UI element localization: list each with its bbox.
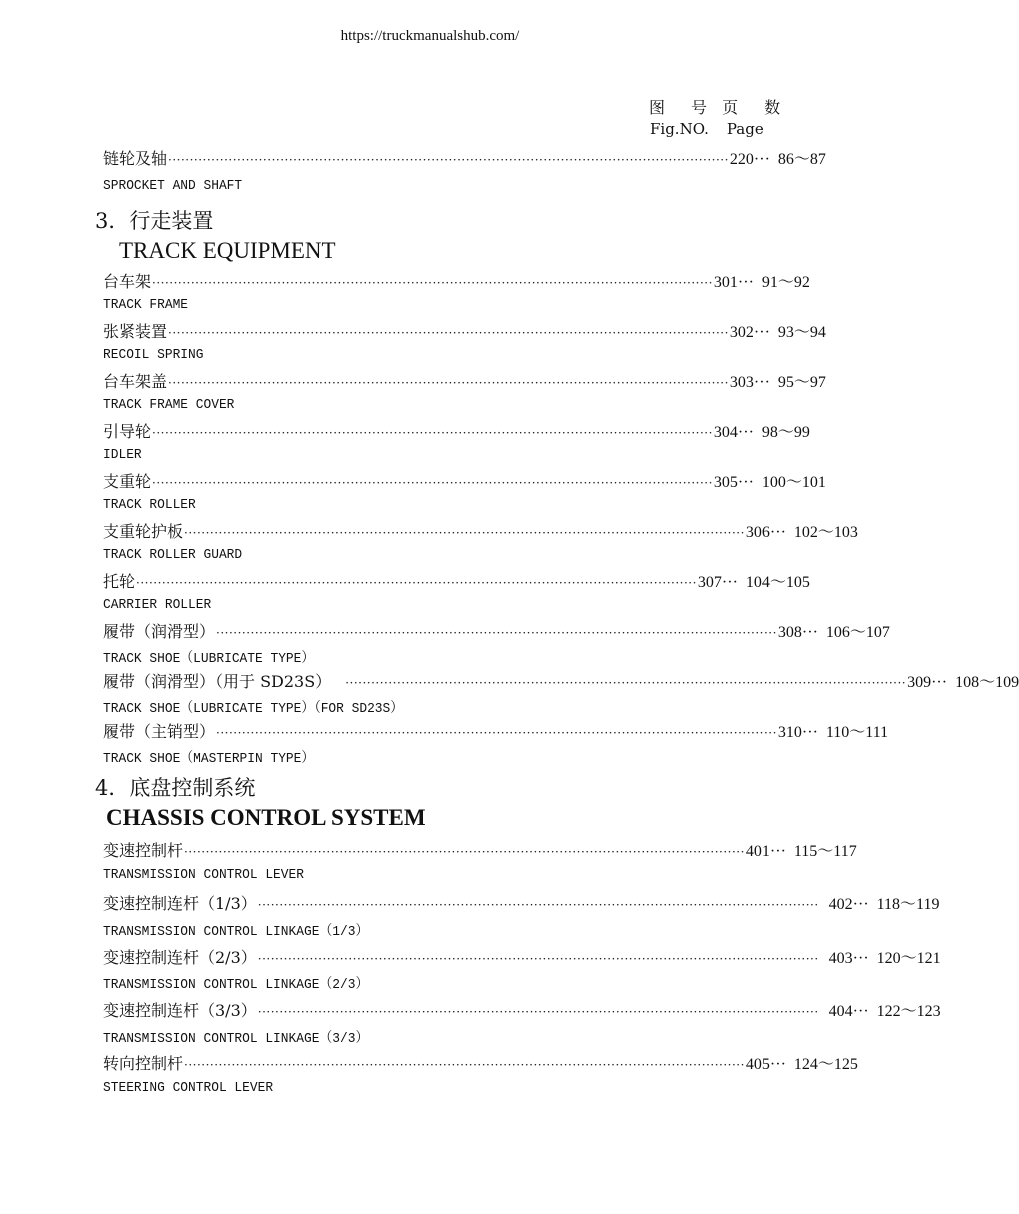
toc-entry[interactable] xyxy=(103,838,857,860)
entry-title-cn: 台车架盖 xyxy=(103,372,168,391)
entry-fig-no: 401··· xyxy=(745,843,786,860)
entry-pages: 110～111 xyxy=(825,724,889,741)
toc-entry[interactable] xyxy=(103,269,810,291)
entry-pages: 115～117 xyxy=(793,843,857,860)
leader-dots: ·································································································································· xyxy=(184,845,745,859)
entry-fig-no: 307··· xyxy=(697,574,738,591)
entry-title-cn: 履带（主销型） xyxy=(103,722,216,741)
column-header-en xyxy=(650,120,782,138)
entry-title-en: TRANSMISSION CONTROL LEVER xyxy=(103,867,304,883)
toc-entry[interactable] xyxy=(103,619,890,641)
entry-pages: 104～105 xyxy=(745,574,810,591)
entry-pages: 120～121 xyxy=(876,950,941,967)
entry-title-cn: 张紧装置 xyxy=(103,322,168,341)
entry-title-cn: 支重轮护板 xyxy=(103,522,184,541)
toc-entry[interactable] xyxy=(103,569,810,591)
entry-title-cn: 台车架 xyxy=(103,272,152,291)
entry-title-cn: 履带（润滑型）（用于 SD23S） xyxy=(103,672,332,691)
leader-dots: ·································································································································· xyxy=(257,1005,819,1019)
toc-entry[interactable] xyxy=(103,419,810,441)
toc-entry[interactable] xyxy=(103,146,826,168)
entry-fig-no: 310··· xyxy=(777,724,818,741)
entry-fig-no: 309··· xyxy=(907,674,948,691)
entry-title-cn: 支重轮 xyxy=(103,472,152,491)
entry-pages: 100～101 xyxy=(761,474,826,491)
entry-title-en: IDLER xyxy=(103,447,142,463)
entry-pages: 124～125 xyxy=(793,1056,858,1073)
entry-title-en: CARRIER ROLLER xyxy=(103,597,212,613)
entry-pages: 93～94 xyxy=(777,324,826,341)
entry-title-en: TRACK SHOE（MASTERPIN TYPE） xyxy=(103,751,315,767)
entry-title-cn: 托轮 xyxy=(103,572,136,591)
leader-dots: ·································································································································· xyxy=(168,153,729,167)
column-header-cn: 图 号 页 数 xyxy=(649,98,786,117)
entry-title-en: RECOIL SPRING xyxy=(103,347,204,363)
leader-dots: ·································································································································· xyxy=(184,1058,745,1072)
entry-title-en: TRACK FRAME xyxy=(103,297,189,313)
entry-title-en: TRACK FRAME COVER xyxy=(103,397,235,413)
entry-pages: 98～99 xyxy=(761,424,810,441)
leader-dots: ·································································································································· xyxy=(168,376,729,390)
entry-fig-no: 302··· xyxy=(729,324,770,341)
entry-title-en: TRANSMISSION CONTROL LINKAGE（1/3） xyxy=(103,924,369,940)
leader-dots: ·································································································································· xyxy=(152,426,713,440)
entry-fig-no: 304··· xyxy=(713,424,754,441)
toc-entry[interactable] xyxy=(103,669,1019,691)
toc-entry[interactable] xyxy=(103,945,941,967)
toc-entry[interactable] xyxy=(103,891,940,913)
entry-title-cn: 履带（润滑型） xyxy=(103,622,216,641)
leader-dots: ·································································································································· xyxy=(257,952,819,966)
section-title-cn: 3．行走装置 xyxy=(95,209,214,233)
toc-entry[interactable] xyxy=(103,469,826,491)
entry-title-cn: 变速控制连杆（2/3） xyxy=(103,948,257,967)
entry-pages: 108～109 xyxy=(955,674,1019,691)
entry-title-en: SPROCKET AND SHAFT xyxy=(103,178,243,194)
entry-title-en: TRACK ROLLER xyxy=(103,497,196,513)
entry-fig-no: 405··· xyxy=(745,1056,786,1073)
entry-fig-no: 303··· xyxy=(729,374,770,391)
entry-pages: 86～87 xyxy=(777,151,826,168)
entry-fig-no: 306··· xyxy=(745,524,786,541)
entry-pages: 91～92 xyxy=(761,274,810,291)
entry-pages: 95～97 xyxy=(777,374,826,391)
section-title-cn: 4．底盘控制系统 xyxy=(95,776,256,800)
entry-fig-no: 402··· xyxy=(828,896,869,913)
entry-fig-no: 403··· xyxy=(828,950,869,967)
leader-dots: ·································································································································· xyxy=(168,326,729,340)
entry-title-en: TRANSMISSION CONTROL LINKAGE（3/3） xyxy=(103,1031,369,1047)
toc-entry[interactable] xyxy=(103,719,889,741)
toc-entry[interactable] xyxy=(103,519,858,541)
entry-title-cn: 变速控制杆 xyxy=(103,841,184,860)
entry-title-cn: 变速控制连杆（1/3） xyxy=(103,894,257,913)
leader-dots: ·································································································································· xyxy=(152,476,713,490)
entry-pages: 106～107 xyxy=(825,624,890,641)
entry-pages: 102～103 xyxy=(793,524,858,541)
toc-entry[interactable] xyxy=(103,369,826,391)
leader-dots: ·································································································································· xyxy=(184,526,745,540)
entry-title-en: TRACK ROLLER GUARD xyxy=(103,547,243,563)
entry-fig-no: 220··· xyxy=(729,151,770,168)
leader-dots: ·································································································································· xyxy=(216,626,777,640)
leader-dots: ·································································································································· xyxy=(216,726,777,740)
entry-title-cn: 链轮及轴 xyxy=(103,149,168,168)
entry-title-en: TRACK SHOE（LUBRICATE TYPE） xyxy=(103,651,315,667)
entry-title-cn: 引导轮 xyxy=(103,422,152,441)
leader-dots: ·································································································································· xyxy=(136,576,697,590)
leader-dots: ·································································································································· xyxy=(345,676,907,690)
leader-dots: ·································································································································· xyxy=(152,276,713,290)
entry-fig-no: 308··· xyxy=(777,624,818,641)
page-header: Page xyxy=(726,120,764,138)
source-url[interactable]: https://truckmanualshub.com/ xyxy=(340,28,520,44)
entry-title-en: TRACK SHOE（LUBRICATE TYPE）（FOR SD23S） xyxy=(103,701,404,717)
toc-entry[interactable] xyxy=(103,1051,858,1073)
toc-entry[interactable] xyxy=(103,319,826,341)
entry-fig-no: 301··· xyxy=(713,274,754,291)
entry-title-en: TRANSMISSION CONTROL LINKAGE（2/3） xyxy=(103,977,369,993)
entry-title-cn: 转向控制杆 xyxy=(103,1054,184,1073)
entry-pages: 118～119 xyxy=(876,896,940,913)
section-title-en: CHASSIS CONTROL SYSTEM xyxy=(106,805,426,830)
entry-title-cn: 变速控制连杆（3/3） xyxy=(103,1001,257,1020)
entry-fig-no: 305··· xyxy=(713,474,754,491)
section-title-en: TRACK EQUIPMENT xyxy=(119,238,336,263)
entry-fig-no: 404··· xyxy=(828,1003,869,1020)
toc-entry[interactable] xyxy=(103,998,941,1020)
entry-pages: 122～123 xyxy=(876,1003,941,1020)
fig-no-header: Fig.NO. xyxy=(650,120,709,138)
entry-title-en: STEERING CONTROL LEVER xyxy=(103,1080,274,1096)
leader-dots: ·································································································································· xyxy=(257,898,819,912)
